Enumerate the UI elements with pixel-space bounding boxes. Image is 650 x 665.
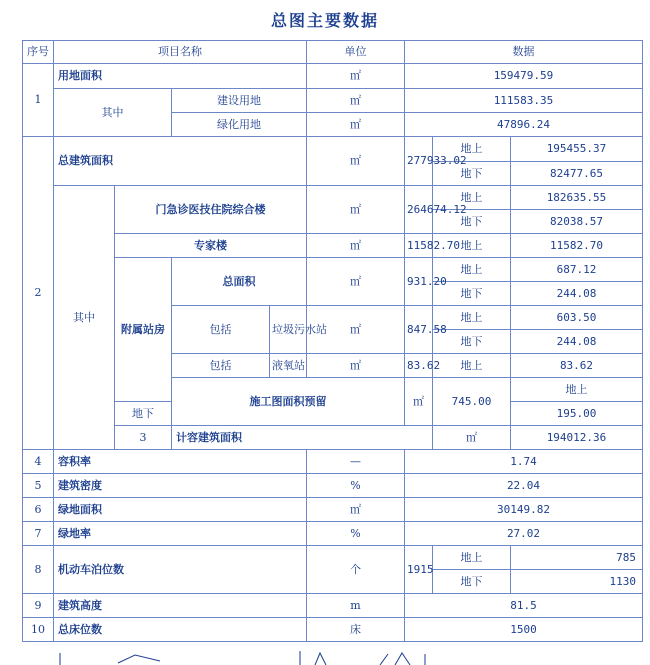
value-above: 785 (511, 546, 643, 570)
label-above: 地上 (433, 306, 511, 330)
summary-table (22, 40, 643, 642)
value-cell: 159479.59 (405, 64, 643, 89)
table-header-row (23, 41, 643, 64)
table-row (23, 258, 643, 282)
label-above: 地上 (433, 258, 511, 282)
seq-cell: 10 (23, 618, 54, 642)
value-above: 83.62 (511, 354, 643, 378)
value-cell: 264674.12 (405, 186, 433, 234)
item-name: 液氧站 (270, 354, 307, 378)
page-title: 总图主要数据 (270, 11, 379, 30)
value-above: 687.12 (511, 258, 643, 282)
table-row (23, 474, 643, 498)
seq-cell: 3 (115, 426, 172, 450)
header-data: 数据 (405, 41, 643, 64)
item-name: 机动车泊位数 (54, 546, 307, 594)
annex-group-label: 附属站房 (115, 258, 172, 402)
header-unit: 单位 (307, 41, 405, 64)
label-below: 地下 (433, 162, 511, 186)
item-name: 绿地面积 (54, 498, 307, 522)
value-cell: 83.62 (405, 354, 433, 378)
label-below: 地下 (433, 210, 511, 234)
item-name: 计容建筑面积 (172, 426, 433, 450)
value-below: 195.00 (511, 402, 643, 426)
value-cell: 11582.70 (405, 234, 433, 258)
table-row (23, 450, 643, 474)
seq-cell: 8 (23, 546, 54, 594)
unit-cell: ㎡ (405, 378, 433, 426)
unit-cell: ㎡ (307, 234, 405, 258)
table-row (23, 594, 643, 618)
value-cell: 847.58 (405, 306, 433, 354)
table-row (23, 426, 643, 450)
table-row (23, 89, 643, 113)
table-row (23, 522, 643, 546)
unit-cell: % (307, 522, 405, 546)
unit-cell: ㎡ (307, 89, 405, 113)
label-below: 地下 (115, 402, 172, 426)
include-label: 包括 (172, 354, 270, 378)
unit-cell: ㎡ (307, 137, 405, 186)
value-below: 82038.57 (511, 210, 643, 234)
label-above: 地上 (433, 234, 511, 258)
unit-cell: — (307, 450, 405, 474)
item-name: 专家楼 (115, 234, 307, 258)
unit-cell: ㎡ (307, 354, 405, 378)
value-cell: 22.04 (405, 474, 643, 498)
unit-cell: ㎡ (307, 258, 405, 306)
item-name: 总建筑面积 (54, 137, 307, 186)
value-cell: 47896.24 (405, 113, 643, 137)
table-row (23, 498, 643, 522)
seq-cell: 4 (23, 450, 54, 474)
unit-cell: 个 (307, 546, 405, 594)
value-cell: 30149.82 (405, 498, 643, 522)
table-row (23, 234, 643, 258)
value-cell: 1.74 (405, 450, 643, 474)
value-cell: 745.00 (433, 378, 511, 426)
table-row (23, 546, 643, 570)
value-below: 244.08 (511, 282, 643, 306)
value-cell: 1500 (405, 618, 643, 642)
value-cell: 194012.36 (511, 426, 643, 450)
unit-cell: ㎡ (307, 306, 405, 354)
bottom-sketch-lines (0, 651, 650, 665)
item-name: 建筑高度 (54, 594, 307, 618)
value-below: 82477.65 (511, 162, 643, 186)
seq-cell: 2 (23, 137, 54, 450)
include-label: 包括 (172, 306, 270, 354)
table-row (23, 64, 643, 89)
value-cell: 111583.35 (405, 89, 643, 113)
unit-cell: ㎡ (307, 186, 405, 234)
seq-cell: 9 (23, 594, 54, 618)
table-row (23, 137, 643, 162)
label-below: 地下 (433, 282, 511, 306)
value-cell: 1915 (405, 546, 433, 594)
item-name: 门急诊医技住院综合楼 (115, 186, 307, 234)
item-name: 绿化用地 (172, 113, 307, 137)
value-cell: 27.02 (405, 522, 643, 546)
unit-cell: ㎡ (433, 426, 511, 450)
sub-group-label: 其中 (54, 186, 115, 450)
sub-group-label: 其中 (54, 89, 172, 137)
value-below: 244.08 (511, 330, 643, 354)
value-above: 195455.37 (511, 137, 643, 162)
item-name: 总面积 (172, 258, 307, 306)
table-row (23, 618, 643, 642)
seq-cell: 6 (23, 498, 54, 522)
unit-cell: ㎡ (307, 113, 405, 137)
label-below: 地下 (433, 570, 511, 594)
item-name: 施工图面积预留 (172, 378, 405, 426)
item-name: 容积率 (54, 450, 307, 474)
label-above: 地上 (433, 186, 511, 210)
seq-cell: 1 (23, 64, 54, 137)
value-above: 603.50 (511, 306, 643, 330)
item-name: 绿地率 (54, 522, 307, 546)
seq-cell: 5 (23, 474, 54, 498)
value-below: 1130 (511, 570, 643, 594)
label-above: 地上 (511, 378, 643, 402)
header-seq: 序号 (23, 41, 54, 64)
table-row (23, 186, 643, 210)
header-name: 项目名称 (54, 41, 307, 64)
unit-cell: 床 (307, 618, 405, 642)
label-below: 地下 (433, 330, 511, 354)
value-cell: 277933.02 (405, 137, 433, 186)
unit-cell: ㎡ (307, 64, 405, 89)
label-above: 地上 (433, 546, 511, 570)
label-above: 地上 (433, 137, 511, 162)
value-above: 182635.55 (511, 186, 643, 210)
unit-cell: % (307, 474, 405, 498)
value-cell: 81.5 (405, 594, 643, 618)
item-name: 建设用地 (172, 89, 307, 113)
item-name: 建筑密度 (54, 474, 307, 498)
unit-cell: ㎡ (307, 498, 405, 522)
item-name: 垃圾污水站 (270, 306, 307, 354)
value-cell: 931.20 (405, 258, 433, 306)
value-above: 11582.70 (511, 234, 643, 258)
item-name: 用地面积 (54, 64, 307, 89)
item-name: 总床位数 (54, 618, 307, 642)
unit-cell: m (307, 594, 405, 618)
seq-cell: 7 (23, 522, 54, 546)
label-above: 地上 (433, 354, 511, 378)
